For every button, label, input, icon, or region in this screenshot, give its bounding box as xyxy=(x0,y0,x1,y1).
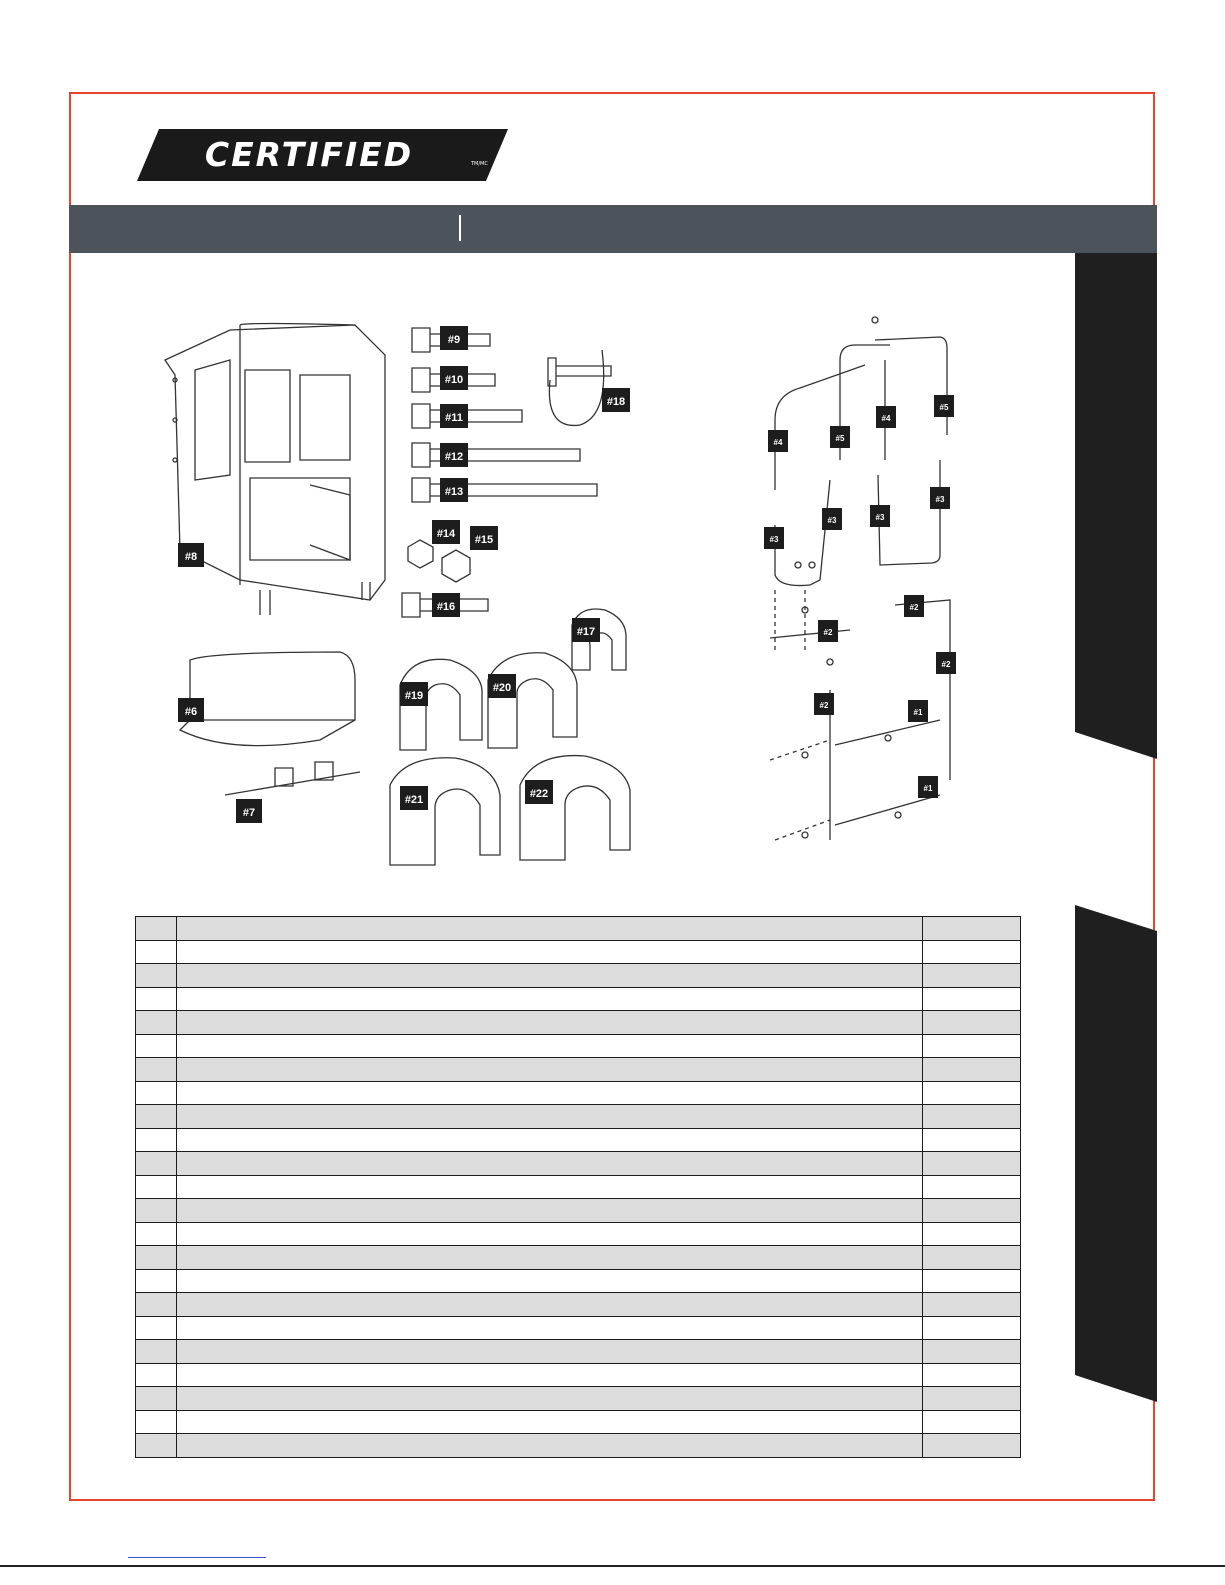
label-14 xyxy=(432,520,460,544)
label-7-text: #7 xyxy=(242,807,256,819)
table-cell-qty xyxy=(923,1152,1021,1176)
header-banner xyxy=(69,205,1157,253)
label-r3d xyxy=(930,487,950,509)
table-row xyxy=(136,1269,1021,1293)
label-6-text: #6 xyxy=(184,706,198,718)
table-row xyxy=(136,1293,1021,1317)
table-cell-description xyxy=(177,1034,923,1058)
side-tab-bottom xyxy=(1075,905,1157,1402)
table-row xyxy=(136,1246,1021,1270)
label-r3b-text: #3 xyxy=(827,516,837,525)
label-17-text: #17 xyxy=(576,626,596,638)
table-cell-no xyxy=(136,1081,177,1105)
table-cell-qty xyxy=(923,1034,1021,1058)
table-row xyxy=(136,1222,1021,1246)
table-cell-no xyxy=(136,1293,177,1317)
label-r3d-text: #3 xyxy=(935,495,945,504)
table-row xyxy=(136,1152,1021,1176)
table-cell-qty xyxy=(923,1387,1021,1411)
table-cell-description xyxy=(177,987,923,1011)
svg-text:CERTIFIED: CERTIFIED xyxy=(204,135,414,174)
table-row xyxy=(136,1175,1021,1199)
table-cell-description xyxy=(177,1128,923,1152)
u-brackets-drawing xyxy=(390,609,630,865)
label-7 xyxy=(236,799,262,823)
label-r2a-text: #2 xyxy=(909,603,919,612)
label-r4a xyxy=(768,430,788,452)
label-15-text: #15 xyxy=(474,534,494,546)
table-row xyxy=(136,1410,1021,1434)
table-cell-qty xyxy=(923,1269,1021,1293)
label-13-text: #13 xyxy=(444,486,464,498)
cab-enclosure-drawing xyxy=(165,324,385,616)
table-cell-no xyxy=(136,1058,177,1082)
table-row xyxy=(136,1128,1021,1152)
label-r5a-text: #5 xyxy=(835,434,845,443)
table-row xyxy=(136,1316,1021,1340)
label-18 xyxy=(602,388,630,412)
table-cell-qty xyxy=(923,1316,1021,1340)
label-13 xyxy=(440,478,468,502)
label-11-text: #11 xyxy=(445,412,463,424)
bolts-drawing xyxy=(402,328,597,617)
table-cell-no xyxy=(136,1199,177,1223)
table-row xyxy=(136,1105,1021,1129)
label-6 xyxy=(178,698,204,722)
label-r1a-text: #1 xyxy=(913,708,923,717)
table-row xyxy=(136,1034,1021,1058)
table-cell-qty xyxy=(923,1128,1021,1152)
table-row xyxy=(136,1387,1021,1411)
label-21-text: #21 xyxy=(404,794,424,806)
label-r5b xyxy=(934,395,954,417)
label-r2b xyxy=(818,620,838,642)
table-cell-qty xyxy=(923,1340,1021,1364)
table-cell-qty xyxy=(923,1363,1021,1387)
table-cell-no xyxy=(136,1105,177,1129)
banner-divider xyxy=(459,215,461,241)
table-cell-qty xyxy=(923,1246,1021,1270)
parts-diagram xyxy=(150,300,1150,890)
table-cell-description xyxy=(177,964,923,988)
label-r2c xyxy=(936,652,956,674)
table-cell-qty xyxy=(923,964,1021,988)
table-row xyxy=(136,917,1021,941)
table-cell-description xyxy=(177,1363,923,1387)
table-cell-qty xyxy=(923,1081,1021,1105)
table-cell-description xyxy=(177,1410,923,1434)
label-20-text: #20 xyxy=(492,682,512,694)
table-cell-description xyxy=(177,1434,923,1458)
label-9-text: #9 xyxy=(447,334,461,346)
label-19-text: #19 xyxy=(404,690,424,702)
label-r1a xyxy=(908,700,928,722)
label-r5a xyxy=(830,426,850,448)
table-row xyxy=(136,940,1021,964)
table-cell-qty xyxy=(923,1175,1021,1199)
table-cell-no xyxy=(136,1222,177,1246)
table-cell-qty xyxy=(923,1293,1021,1317)
table-cell-description xyxy=(177,1293,923,1317)
label-21 xyxy=(400,786,428,810)
label-r5b-text: #5 xyxy=(939,403,949,412)
label-9 xyxy=(440,326,468,350)
table-cell-description xyxy=(177,1081,923,1105)
table-cell-no xyxy=(136,1011,177,1035)
table-cell-no xyxy=(136,1340,177,1364)
table-cell-description xyxy=(177,1152,923,1176)
table-row xyxy=(136,1434,1021,1458)
table-cell-description xyxy=(177,1269,923,1293)
label-r3c xyxy=(870,505,890,527)
table-cell-no xyxy=(136,1175,177,1199)
table-cell-no xyxy=(136,1387,177,1411)
label-r3a xyxy=(764,527,784,549)
label-r4b xyxy=(876,406,896,428)
label-r3c-text: #3 xyxy=(875,513,885,522)
table-cell-no xyxy=(136,987,177,1011)
table-cell-description xyxy=(177,1316,923,1340)
label-r2c-text: #2 xyxy=(941,660,951,669)
label-r3b xyxy=(822,508,842,530)
table-row xyxy=(136,964,1021,988)
label-r4a-text: #4 xyxy=(773,438,783,447)
table-cell-no xyxy=(136,1363,177,1387)
table-cell-description xyxy=(177,917,923,941)
footer-link-underline[interactable] xyxy=(128,1557,266,1558)
table-cell-no xyxy=(136,1152,177,1176)
table-row xyxy=(136,1011,1021,1035)
table-cell-no xyxy=(136,917,177,941)
table-cell-description xyxy=(177,1058,923,1082)
brand-logo xyxy=(137,129,508,181)
table-cell-description xyxy=(177,1175,923,1199)
label-12 xyxy=(440,443,468,467)
hitch-pin-drawing xyxy=(548,350,611,425)
label-22 xyxy=(525,780,553,804)
parts-table xyxy=(135,916,1021,1458)
table-row xyxy=(136,1199,1021,1223)
table-row xyxy=(136,1081,1021,1105)
table-cell-qty xyxy=(923,1058,1021,1082)
label-8-text: #8 xyxy=(184,551,198,563)
table-row xyxy=(136,1363,1021,1387)
label-15 xyxy=(470,526,498,550)
label-17 xyxy=(572,618,600,642)
table-cell-description xyxy=(177,1199,923,1223)
label-11 xyxy=(440,404,468,428)
table-cell-qty xyxy=(923,1434,1021,1458)
roof-drawing xyxy=(180,652,360,795)
label-r1b-text: #1 xyxy=(923,784,933,793)
table-cell-description xyxy=(177,1340,923,1364)
table-cell-no xyxy=(136,1316,177,1340)
label-19 xyxy=(400,682,428,706)
table-cell-no xyxy=(136,1246,177,1270)
table-cell-qty xyxy=(923,1199,1021,1223)
table-cell-no xyxy=(136,940,177,964)
label-8 xyxy=(178,543,204,567)
table-cell-qty xyxy=(923,1011,1021,1035)
table-cell-description xyxy=(177,1387,923,1411)
table-cell-description xyxy=(177,1246,923,1270)
label-22-text: #22 xyxy=(529,788,549,800)
label-r3a-text: #3 xyxy=(769,535,779,544)
table-row xyxy=(136,987,1021,1011)
label-10 xyxy=(440,366,468,390)
table-cell-description xyxy=(177,940,923,964)
frame-exploded-drawing xyxy=(770,317,950,840)
label-r1b xyxy=(918,776,938,798)
table-cell-no xyxy=(136,1434,177,1458)
table-cell-description xyxy=(177,1222,923,1246)
label-12-text: #12 xyxy=(444,451,464,463)
table-cell-description xyxy=(177,1011,923,1035)
table-row xyxy=(136,1340,1021,1364)
label-10-text: #10 xyxy=(444,374,464,386)
label-18-text: #18 xyxy=(606,396,626,408)
table-cell-qty xyxy=(923,940,1021,964)
label-14-text: #14 xyxy=(436,528,456,540)
label-r2b-text: #2 xyxy=(823,628,833,637)
table-cell-qty xyxy=(923,917,1021,941)
label-r2a xyxy=(904,595,924,617)
table-cell-qty xyxy=(923,1105,1021,1129)
label-r2d-text: #2 xyxy=(819,701,829,710)
table-cell-qty xyxy=(923,987,1021,1011)
label-16-text: #16 xyxy=(436,601,456,613)
table-cell-no xyxy=(136,1410,177,1434)
svg-text:TM/MC: TM/MC xyxy=(471,161,488,167)
table-cell-qty xyxy=(923,1410,1021,1434)
table-row xyxy=(136,1058,1021,1082)
label-16 xyxy=(432,593,460,617)
label-r4b-text: #4 xyxy=(881,414,891,423)
table-cell-qty xyxy=(923,1222,1021,1246)
table-cell-no xyxy=(136,964,177,988)
footer-rule xyxy=(0,1565,1225,1567)
table-cell-description xyxy=(177,1105,923,1129)
table-cell-no xyxy=(136,1269,177,1293)
label-20 xyxy=(488,674,516,698)
table-cell-no xyxy=(136,1034,177,1058)
label-r2d xyxy=(814,693,834,715)
table-cell-no xyxy=(136,1128,177,1152)
